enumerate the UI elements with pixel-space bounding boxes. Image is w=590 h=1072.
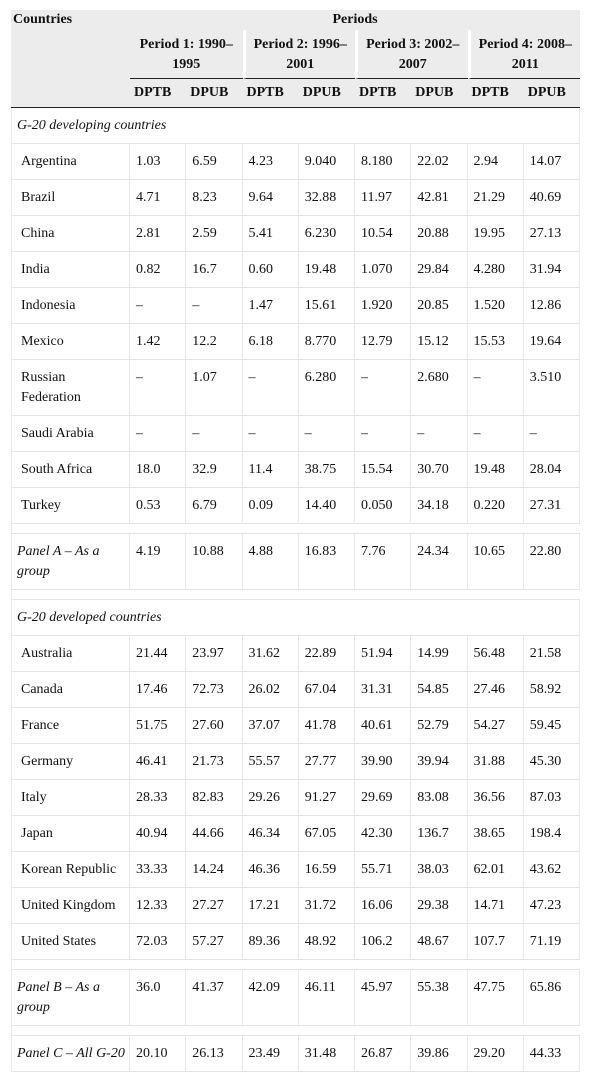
table-row	[11, 816, 580, 852]
sub-header-p4-dptb: DPTB	[468, 79, 524, 108]
table-row	[11, 488, 580, 524]
table-row	[11, 324, 580, 360]
value-cell: 16.59	[299, 852, 355, 888]
value-cell: 11.4	[243, 452, 299, 488]
value-cell: 38.03	[411, 852, 467, 888]
value-cell: –	[130, 288, 186, 324]
value-cell: 30.70	[411, 452, 467, 488]
table-row	[11, 852, 580, 888]
value-cell: 22.80	[524, 534, 580, 590]
value-cell: 8.180	[355, 144, 411, 180]
value-cell: 106.2	[355, 924, 411, 960]
value-cell: 2.680	[411, 360, 467, 416]
value-cell: 2.94	[468, 144, 524, 180]
value-cell: –	[468, 360, 524, 416]
value-cell: 38.75	[299, 452, 355, 488]
country-cell: Italy	[11, 780, 130, 816]
developed-section	[11, 600, 580, 636]
panel-label: Panel A – As a group	[11, 534, 130, 590]
value-cell: 42.09	[243, 970, 299, 1026]
country-cell: Korean Republic	[11, 852, 130, 888]
value-cell: 44.66	[186, 816, 242, 852]
table-row	[11, 708, 580, 744]
value-cell: 14.24	[186, 852, 242, 888]
country-cell: Australia	[11, 636, 130, 672]
table-row	[11, 452, 580, 488]
value-cell: 55.38	[411, 970, 467, 1026]
table-row	[11, 252, 580, 288]
value-cell: 82.83	[186, 780, 242, 816]
value-cell: 20.85	[411, 288, 467, 324]
value-cell: 29.84	[411, 252, 467, 288]
value-cell: 3.510	[524, 360, 580, 416]
value-cell: 0.050	[355, 488, 411, 524]
country-cell: Mexico	[11, 324, 130, 360]
countries-header: Countries	[11, 10, 130, 108]
value-cell: 57.27	[186, 924, 242, 960]
value-cell: 51.75	[130, 708, 186, 744]
period-2-header: Period 2: 1996–2001	[243, 30, 356, 79]
spacer-cell	[11, 590, 580, 600]
value-cell: 32.9	[186, 452, 242, 488]
table-row	[11, 288, 580, 324]
value-cell: 8.23	[186, 180, 242, 216]
value-cell: 65.86	[524, 970, 580, 1026]
value-cell: 27.27	[186, 888, 242, 924]
sub-header-p3-dpub: DPUB	[411, 79, 467, 108]
value-cell: 27.13	[524, 216, 580, 252]
value-cell: 31.88	[468, 744, 524, 780]
value-cell: 6.59	[186, 144, 242, 180]
value-cell: 24.34	[411, 534, 467, 590]
value-cell: 16.7	[186, 252, 242, 288]
value-cell: 2.59	[186, 216, 242, 252]
table-row	[11, 780, 580, 816]
value-cell: 14.99	[411, 636, 467, 672]
value-cell: 2.81	[130, 216, 186, 252]
value-cell: 27.60	[186, 708, 242, 744]
value-cell: 18.0	[130, 452, 186, 488]
value-cell: 23.97	[186, 636, 242, 672]
value-cell: 27.46	[468, 672, 524, 708]
value-cell: –	[411, 416, 467, 452]
value-cell: 46.11	[299, 970, 355, 1026]
value-cell: 12.86	[524, 288, 580, 324]
value-cell: 17.21	[243, 888, 299, 924]
value-cell: 31.31	[355, 672, 411, 708]
value-cell: –	[130, 416, 186, 452]
country-cell: United States	[11, 924, 130, 960]
sub-header-p1-dpub: DPUB	[186, 79, 242, 108]
value-cell: 31.72	[299, 888, 355, 924]
value-cell: 48.67	[411, 924, 467, 960]
country-cell: Indonesia	[11, 288, 130, 324]
developing-section	[11, 108, 580, 144]
country-cell: India	[11, 252, 130, 288]
table-body	[11, 108, 580, 1072]
value-cell: 1.47	[243, 288, 299, 324]
table-row	[11, 180, 580, 216]
panel-label: Panel B – As a group	[11, 970, 130, 1026]
value-cell: 39.90	[355, 744, 411, 780]
country-cell: Japan	[11, 816, 130, 852]
value-cell: 136.7	[411, 816, 467, 852]
value-cell: 45.30	[524, 744, 580, 780]
value-cell: 71.19	[524, 924, 580, 960]
value-cell: 6.230	[299, 216, 355, 252]
value-cell: 1.03	[130, 144, 186, 180]
value-cell: 0.82	[130, 252, 186, 288]
value-cell: 26.13	[186, 1036, 242, 1072]
value-cell: 10.54	[355, 216, 411, 252]
value-cell: 1.42	[130, 324, 186, 360]
country-cell: Russian Federation	[11, 360, 130, 416]
value-cell: 4.71	[130, 180, 186, 216]
panel-row	[11, 970, 580, 1026]
country-cell: Turkey	[11, 488, 130, 524]
value-cell: 9.64	[243, 180, 299, 216]
spacer-row	[11, 960, 580, 970]
value-cell: 47.75	[468, 970, 524, 1026]
value-cell: 54.27	[468, 708, 524, 744]
value-cell: 20.10	[130, 1036, 186, 1072]
value-cell: 67.04	[299, 672, 355, 708]
value-cell: 41.37	[186, 970, 242, 1026]
value-cell: 32.88	[299, 180, 355, 216]
value-cell: 6.18	[243, 324, 299, 360]
country-cell: China	[11, 216, 130, 252]
value-cell: 29.20	[468, 1036, 524, 1072]
value-cell: –	[299, 416, 355, 452]
spacer-cell	[11, 524, 580, 534]
value-cell: 36.56	[468, 780, 524, 816]
value-cell: 72.73	[186, 672, 242, 708]
table-container	[11, 10, 580, 1072]
value-cell: 8.770	[299, 324, 355, 360]
value-cell: 48.92	[299, 924, 355, 960]
value-cell: 23.49	[243, 1036, 299, 1072]
value-cell: 39.86	[411, 1036, 467, 1072]
value-cell: 21.44	[130, 636, 186, 672]
value-cell: 91.27	[299, 780, 355, 816]
period-4-header: Period 4: 2008–2011	[468, 30, 581, 79]
value-cell: 12.33	[130, 888, 186, 924]
value-cell: 5.41	[243, 216, 299, 252]
value-cell: 37.07	[243, 708, 299, 744]
sub-header-p1-dptb: DPTB	[130, 79, 186, 108]
value-cell: 4.23	[243, 144, 299, 180]
value-cell: 16.06	[355, 888, 411, 924]
value-cell: 29.69	[355, 780, 411, 816]
value-cell: 43.62	[524, 852, 580, 888]
value-cell: 4.19	[130, 534, 186, 590]
value-cell: 21.29	[468, 180, 524, 216]
value-cell: 0.60	[243, 252, 299, 288]
sub-header-p2-dpub: DPUB	[299, 79, 355, 108]
table-row	[11, 636, 580, 672]
country-cell: United Kingdom	[11, 888, 130, 924]
value-cell: 38.65	[468, 816, 524, 852]
value-cell: –	[524, 416, 580, 452]
value-cell: 14.71	[468, 888, 524, 924]
table-row	[11, 672, 580, 708]
country-cell: France	[11, 708, 130, 744]
value-cell: 12.2	[186, 324, 242, 360]
value-cell: 1.07	[186, 360, 242, 416]
value-cell: 34.18	[411, 488, 467, 524]
developed-section-title: G-20 developed countries	[11, 600, 580, 636]
table-row	[11, 216, 580, 252]
country-cell: Brazil	[11, 180, 130, 216]
value-cell: –	[355, 360, 411, 416]
value-cell: 11.97	[355, 180, 411, 216]
value-cell: –	[186, 288, 242, 324]
value-cell: 47.23	[524, 888, 580, 924]
value-cell: 0.220	[468, 488, 524, 524]
country-cell: Germany	[11, 744, 130, 780]
value-cell: 15.53	[468, 324, 524, 360]
developing-section-title: G-20 developing countries	[11, 108, 580, 144]
spacer-row	[11, 590, 580, 600]
value-cell: 31.62	[243, 636, 299, 672]
sub-header-p2-dptb: DPTB	[243, 79, 299, 108]
panel-row	[11, 534, 580, 590]
value-cell: 31.48	[299, 1036, 355, 1072]
value-cell: 15.54	[355, 452, 411, 488]
value-cell: 46.41	[130, 744, 186, 780]
value-cell: 58.92	[524, 672, 580, 708]
value-cell: 29.38	[411, 888, 467, 924]
period-1-header: Period 1: 1990–1995	[130, 30, 243, 79]
country-cell: South Africa	[11, 452, 130, 488]
value-cell: 87.03	[524, 780, 580, 816]
sub-header-p4-dpub: DPUB	[524, 79, 580, 108]
value-cell: 21.73	[186, 744, 242, 780]
country-cell: Saudi Arabia	[11, 416, 130, 452]
value-cell: 89.36	[243, 924, 299, 960]
table-row	[11, 744, 580, 780]
value-cell: 28.33	[130, 780, 186, 816]
value-cell: 7.76	[355, 534, 411, 590]
value-cell: 27.31	[524, 488, 580, 524]
value-cell: 44.33	[524, 1036, 580, 1072]
value-cell: 19.64	[524, 324, 580, 360]
value-cell: 107.7	[468, 924, 524, 960]
value-cell: 198.4	[524, 816, 580, 852]
value-cell: 19.48	[468, 452, 524, 488]
value-cell: 55.57	[243, 744, 299, 780]
value-cell: 10.65	[468, 534, 524, 590]
value-cell: 16.83	[299, 534, 355, 590]
value-cell: 12.79	[355, 324, 411, 360]
value-cell: 14.07	[524, 144, 580, 180]
periods-header: Periods	[130, 10, 580, 30]
value-cell: 83.08	[411, 780, 467, 816]
value-cell: 55.71	[355, 852, 411, 888]
value-cell: 17.46	[130, 672, 186, 708]
spacer-row	[11, 1026, 580, 1036]
value-cell: 15.61	[299, 288, 355, 324]
value-cell: 42.81	[411, 180, 467, 216]
table-row	[11, 924, 580, 960]
country-cell: Argentina	[11, 144, 130, 180]
value-cell: 28.04	[524, 452, 580, 488]
value-cell: 6.79	[186, 488, 242, 524]
value-cell: 40.61	[355, 708, 411, 744]
value-cell: 22.02	[411, 144, 467, 180]
value-cell: 45.97	[355, 970, 411, 1026]
table-row	[11, 416, 580, 452]
value-cell: 46.34	[243, 816, 299, 852]
spacer-cell	[11, 1026, 580, 1036]
value-cell: 26.02	[243, 672, 299, 708]
value-cell: 14.40	[299, 488, 355, 524]
value-cell: 41.78	[299, 708, 355, 744]
panel-label: Panel C – All G-20	[11, 1036, 130, 1072]
value-cell: –	[186, 416, 242, 452]
sub-header-p3-dptb: DPTB	[355, 79, 411, 108]
value-cell: 0.53	[130, 488, 186, 524]
spacer-row	[11, 524, 580, 534]
value-cell: 56.48	[468, 636, 524, 672]
value-cell: 19.48	[299, 252, 355, 288]
value-cell: –	[130, 360, 186, 416]
value-cell: 36.0	[130, 970, 186, 1026]
table-row	[11, 144, 580, 180]
value-cell: 27.77	[299, 744, 355, 780]
value-cell: 42.30	[355, 816, 411, 852]
value-cell: 21.58	[524, 636, 580, 672]
value-cell: 4.280	[468, 252, 524, 288]
value-cell: 0.09	[243, 488, 299, 524]
value-cell: 72.03	[130, 924, 186, 960]
value-cell: 39.94	[411, 744, 467, 780]
data-table	[11, 10, 580, 1072]
value-cell: –	[243, 360, 299, 416]
value-cell: –	[355, 416, 411, 452]
value-cell: 26.87	[355, 1036, 411, 1072]
panel-row	[11, 1036, 580, 1072]
value-cell: 15.12	[411, 324, 467, 360]
value-cell: 59.45	[524, 708, 580, 744]
table-row	[11, 888, 580, 924]
spacer-cell	[11, 960, 580, 970]
value-cell: 33.33	[130, 852, 186, 888]
value-cell: 29.26	[243, 780, 299, 816]
value-cell: 1.920	[355, 288, 411, 324]
value-cell: 1.070	[355, 252, 411, 288]
value-cell: 9.040	[299, 144, 355, 180]
value-cell: –	[468, 416, 524, 452]
value-cell: 22.89	[299, 636, 355, 672]
value-cell: –	[243, 416, 299, 452]
value-cell: 6.280	[299, 360, 355, 416]
value-cell: 62.01	[468, 852, 524, 888]
value-cell: 19.95	[468, 216, 524, 252]
value-cell: 51.94	[355, 636, 411, 672]
table-row	[11, 360, 580, 416]
value-cell: 67.05	[299, 816, 355, 852]
value-cell: 10.88	[186, 534, 242, 590]
value-cell: 46.36	[243, 852, 299, 888]
value-cell: 31.94	[524, 252, 580, 288]
value-cell: 40.69	[524, 180, 580, 216]
country-cell: Canada	[11, 672, 130, 708]
value-cell: 52.79	[411, 708, 467, 744]
period-3-header: Period 3: 2002–2007	[355, 30, 468, 79]
value-cell: 20.88	[411, 216, 467, 252]
value-cell: 1.520	[468, 288, 524, 324]
value-cell: 54.85	[411, 672, 467, 708]
value-cell: 4.88	[243, 534, 299, 590]
value-cell: 40.94	[130, 816, 186, 852]
